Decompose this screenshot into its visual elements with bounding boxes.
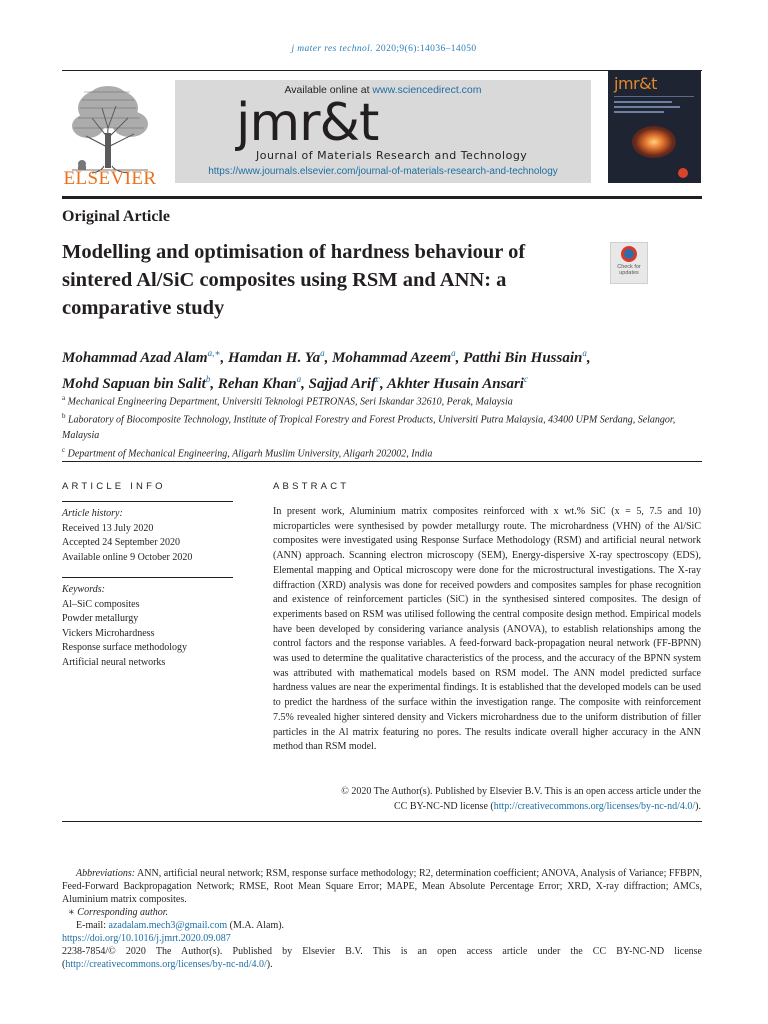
abbreviations-label: Abbreviations: <box>76 868 136 879</box>
cover-publisher-mark <box>678 168 688 178</box>
author-separator: , <box>586 350 591 366</box>
journal-url-link[interactable]: https://www.journals.elsevier.com/journal-of-materials-research-and-technology <box>208 166 558 177</box>
abbreviations-note <box>62 867 702 906</box>
history-item: Available online 9 October 2020 <box>62 551 193 563</box>
affiliation-item <box>62 409 702 442</box>
check-updates-icon <box>621 246 637 262</box>
author-separator: , <box>324 350 333 366</box>
article-info-heading: ARTICLE INFO <box>62 481 166 492</box>
email-link[interactable]: azadalam.mech3@gmail.com <box>108 920 228 931</box>
license-end: ). <box>695 800 701 812</box>
author-name: Mohd Sapuan bin Salit <box>62 376 206 392</box>
keyword-item: Al–SiC composites <box>62 598 140 610</box>
keyword-item: Artificial neural networks <box>62 656 166 668</box>
doi-line <box>62 932 702 945</box>
history-item: Received 13 July 2020 <box>62 522 154 534</box>
affiliation-text: Laboratory of Biocomposite Technology, Institute of Tropical Forestry and Forest Products, Universiti Putra Malaysia, 43400 UPM Serdang, Selangor, Malaysia <box>62 414 676 441</box>
author-name: Mohammad Azad Alam <box>62 350 208 366</box>
running-header <box>0 44 768 54</box>
email-label: E-mail: <box>76 920 109 931</box>
abstract-heading: ABSTRACT <box>273 481 350 492</box>
abstract-text: In present work, Aluminium matrix composites reinforced with x wt.% SiC (x = 5, 7.5 and 10) microparticles were synthesised by powder metallurgy route. The microhardness (VHN) of the Al/SiC composites were investigated using Response Surface Methodology (RSM) and artificial neural network (ANN) approach. Scanning electron microscopy (SEM), Energy-dispersive X-ray spectroscopy (EDS), Elemental mapping and Optical microscopy were done for the microstructural investigations. The X-ray diffraction (XRD) analysis was done for received powders and composites samples for phase recognition and existence of reinforcement particles (SiC) in the synthesised sintered composites. The design of experiments based on RSM was utilised following the central composite design method. Empirical models have been developed by considering variance analysis (ANOVA), to establish relationships among the control factors and the response variables. A feed-forward back-propagation neural network (FF-BPNN) was used to determine the qualitative characteristics of the process, and the accuracy of the BPNN system was attributed with mathematical models based on RSM model. The ANN model predicted surface hardness values are near the experimental findings. It is established that the developed models can be used to predict the hardness of the surface within the investigation range. The composite with reinforcement 7.5% revealed higher sintered density and Vickers microhardness due to the uniform distribution of filler particles in the Al matrix featuring no pores. The results indicate overall higher accuracy in the ANN method than RSM model. <box>273 506 701 753</box>
history-item: Accepted 24 September 2020 <box>62 537 181 548</box>
author-affiliation-marker[interactable]: c <box>376 374 380 384</box>
cover-text-line <box>614 106 680 108</box>
issn-text: 2238-7854/© 2020 The Author(s). Published by Elsevier B.V. This is an open access article under the CC BY-NC-ND license ( <box>62 946 702 970</box>
affiliation-key: c <box>62 445 66 454</box>
author-separator: , <box>210 376 218 392</box>
affiliation-key: a <box>62 394 66 402</box>
author-name: Akhter Husain Ansari <box>386 376 524 392</box>
author-affiliation-marker[interactable]: a,∗ <box>207 348 221 358</box>
cover-text-line <box>614 111 664 113</box>
footnotes <box>62 867 702 971</box>
copyright-line: © 2020 The Author(s). Published by Elsevier B.V. This is an open access article under the <box>341 786 701 797</box>
author-affiliation-marker[interactable]: a <box>320 348 325 358</box>
keyword-item: Powder metallurgy <box>62 613 139 624</box>
article-history-title: Article history: <box>62 508 123 519</box>
corresponding-label: Corresponding author. <box>74 907 169 918</box>
doi-link[interactable]: https://doi.org/10.1016/j.jmrt.2020.09.087 <box>62 933 231 944</box>
issn-license-note <box>62 945 702 971</box>
affiliation-key: b <box>62 412 66 421</box>
affiliation-list <box>62 391 702 461</box>
corresponding-author-note <box>62 906 702 919</box>
author-name: Mohammad Azeem <box>332 350 452 366</box>
author-affiliation-marker[interactable]: c <box>523 374 528 384</box>
issn-end: ). <box>266 959 273 970</box>
check-for-updates-button[interactable] <box>610 242 648 284</box>
abstract-copyright <box>273 785 701 814</box>
running-header-pages: :14036–14050 <box>416 44 477 54</box>
affiliation-text: Department of Mechanical Engineering, Aligarh Muslim University, Aligarh 202002, India <box>67 447 433 459</box>
cover-text-line <box>614 101 672 103</box>
email-name: (M.A. Alam). <box>227 920 285 931</box>
cover-divider <box>614 96 694 97</box>
email-note <box>62 919 702 932</box>
author-separator: , <box>455 350 464 366</box>
cover-image <box>632 126 676 158</box>
running-header-journal: j mater res technol. <box>291 44 373 54</box>
issn-license-link[interactable]: http://creativecommons.org/licenses/by-nc-nd/4.0/ <box>65 959 267 970</box>
author-separator: , <box>380 376 387 392</box>
author-name: Sajjad Arif <box>308 376 376 392</box>
affiliation-item <box>62 443 702 461</box>
elsevier-wordmark: ELSEVIER <box>63 168 157 189</box>
author-separator: , <box>220 350 228 366</box>
keywords-title: Keywords: <box>62 584 105 595</box>
affiliation-text: Mechanical Engineering Department, Universiti Teknologi PETRONAS, Seri Iskandar 32610, Perak, Malaysia <box>67 396 513 408</box>
jmrt-logo: jmr&t <box>236 93 379 153</box>
top-divider <box>62 70 702 71</box>
license-label: CC BY-NC-ND license ( <box>394 800 494 812</box>
article-history <box>62 507 233 565</box>
journal-url-line <box>175 166 591 177</box>
running-header-issue[interactable]: 9(6) <box>399 44 417 54</box>
journal-cover-thumbnail <box>608 70 701 183</box>
author-affiliation-marker[interactable]: b <box>205 374 211 384</box>
journal-name: Journal of Materials Research and Technology <box>256 149 528 162</box>
masthead-divider <box>62 196 702 199</box>
author-list <box>62 343 702 395</box>
author-name: Rehan Khan <box>217 376 297 392</box>
abbreviations-text: ANN, artificial neural network; RSM, response surface methodology; R2, determination coefficient; ANOVA, Analysis of Variance; FFBPN, Feed-Forward Backpropagation Network; RMSE, Root Mean Square Error; MAPE, Mean Absolute Percentage Error; XRD, X-ray diffraction; AMCs, Aluminium matrix composites. <box>62 868 702 905</box>
keyword-item: Vickers Microhardness <box>62 627 155 639</box>
copyright-license-line <box>273 800 701 815</box>
available-online-label: Available online at <box>284 84 373 96</box>
sciencedirect-link[interactable]: www.sciencedirect.com <box>372 84 482 96</box>
abstract-divider <box>62 821 702 822</box>
check-updates-label: Check for updates <box>617 264 641 276</box>
running-header-year: 2020; <box>375 44 400 54</box>
article-title: Modelling and optimisation of hardness behaviour of sintered Al/SiC composites using RSM and ANN: a comparative study <box>62 241 526 319</box>
keywords-divider <box>62 577 233 578</box>
author-affiliation-marker[interactable]: a <box>296 374 302 384</box>
author-separator: , <box>301 376 309 392</box>
author-affiliation-marker[interactable]: a <box>582 348 587 358</box>
author-affiliation-marker[interactable]: a <box>451 348 456 358</box>
keyword-item: Response surface methodology <box>62 642 187 653</box>
keywords-block <box>62 583 233 670</box>
license-link[interactable]: http://creativecommons.org/licenses/by-nc-nd/4.0/ <box>493 800 696 812</box>
cover-title: jmr&t <box>614 74 657 93</box>
section-divider <box>62 461 702 462</box>
article-info-divider <box>62 501 233 502</box>
author-name: Hamdan H. Ya <box>227 350 321 366</box>
corresponding-mark: ∗ <box>68 907 75 918</box>
affiliation-item <box>62 391 702 409</box>
author-name: Patthi Bin Hussain <box>463 350 583 366</box>
article-type: Original Article <box>62 208 170 225</box>
